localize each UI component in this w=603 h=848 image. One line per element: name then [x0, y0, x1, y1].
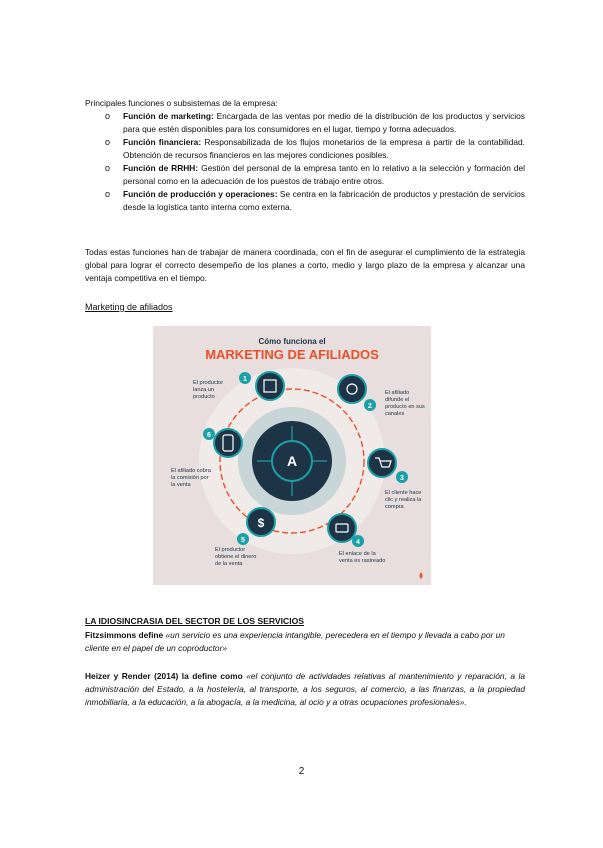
step-5-caption-line: El productor — [215, 547, 246, 553]
affiliate-marketing-heading: Marketing de afiliados — [85, 302, 173, 312]
page-number: 2 — [298, 766, 305, 777]
step-5-caption-line: de la venta — [215, 561, 243, 567]
step-2-caption-line: producto en sus — [385, 404, 425, 410]
function-text: Encargada de las ventas por medio de la distribución de los productos y servicios para que estén disponibles para los consumidores en el lugar, tiempo y forma adecuados. — [123, 111, 525, 134]
step-1-caption-line: El productor — [193, 380, 224, 386]
product-box-icon — [256, 372, 284, 400]
function-label: Función de marketing: — [123, 111, 214, 121]
step-1-caption-line: lanza un — [193, 387, 215, 393]
function-label: Función de producción y operaciones: — [123, 189, 278, 199]
step-2-caption-line: difunde el — [385, 397, 410, 403]
function-text: Responsabilizada de los flujos monetarios de la empresa a partir de la contabilidad. Obtención de recursos financieros en las mejores condiciones posibles. — [123, 137, 525, 160]
function-item — [105, 162, 525, 188]
step-1-caption-line: producto — [193, 394, 215, 400]
intro-line: Principales funciones o subsistemas de la empresa: — [85, 98, 278, 108]
function-label: Función de RRHH: — [123, 163, 199, 173]
bullet-icon: o — [105, 137, 111, 147]
step-number: 1 — [243, 376, 247, 383]
diagram-title-line1: Cómo funciona el — [258, 337, 326, 346]
affiliate-marketing-infographic — [153, 326, 431, 585]
step-3-caption-line: El cliente hace — [385, 490, 422, 496]
section-title: LA IDIOSINCRASIA DEL SECTOR DE LOS SERVICIOS — [85, 616, 305, 626]
step-2-caption-line: canales — [385, 411, 405, 417]
step-6-caption-line: El afiliado cobra — [171, 468, 211, 474]
share-icon — [338, 375, 366, 403]
bullet-icon: o — [105, 189, 111, 199]
step-number: 6 — [207, 432, 211, 439]
function-item — [105, 110, 525, 136]
step-3-caption-line: compra — [385, 504, 404, 510]
step-number: 4 — [356, 539, 360, 546]
function-text: Se centra en la fabricación de productos y prestación de servicios desde la logística tanto interna como externa. — [123, 189, 525, 212]
phone-commission-icon — [214, 429, 242, 457]
step-number: 3 — [400, 475, 404, 482]
tracking-icon — [328, 514, 356, 542]
functions-list — [105, 110, 525, 214]
heizer-author: Heizer y Render (2014) la define como — [85, 671, 243, 681]
step-3-caption-line: clic y realiza la — [385, 497, 422, 503]
step-6-caption-line: la comisión por — [171, 475, 209, 481]
fitzsimmons-author: Fitzsimmons define — [85, 630, 164, 640]
step-number: 2 — [368, 403, 372, 410]
heizer-definition — [85, 670, 525, 709]
step-number: 5 — [241, 537, 245, 544]
step-5-caption-line: obtiene el dinero — [215, 554, 257, 560]
center-letter: A — [286, 453, 298, 469]
function-label: Función financiera: — [123, 137, 202, 147]
bullet-icon: o — [105, 111, 111, 121]
step-4-caption-line: venta es rastreado — [339, 558, 386, 564]
cart-icon — [368, 449, 396, 477]
diagram-title-line2: MARKETING DE AFILIADOS — [205, 347, 379, 362]
heizer-quote: «el conjunto de actividades relativas al mantenimiento y reparación, a la administración del Estado, a la hostelería, al transporte, a los seguros, al comercio, a las finanzas, a la propiedad inmobiliaria, a la educación, a la abogacía, a la medicina, al ocio y a otras ocupaciones profesionales». — [85, 671, 525, 707]
step-4-caption-line: El enlace de la — [339, 551, 376, 557]
step-2-caption-line: El afiliado — [385, 390, 410, 396]
fitzsimmons-definition — [85, 629, 525, 655]
bullet-icon: o — [105, 163, 111, 173]
fitzsimmons-quote: «un servicio es una experiencia intangible, perecedera en el tiempo y llevada a cabo por un cliente en el papel de un coproductor» — [85, 630, 505, 653]
coordination-paragraph: Todas estas funciones han de trabajar de manera coordinada, con el fin de asegurar el cumplimiento de la estrategia global para lograr el correcto desempeño de los planes a corto, medio y largo plazo de la empresa y alcanzar una ventaja competitiva en el tiempo. — [85, 247, 525, 283]
function-item — [105, 188, 525, 214]
function-text: Gestión del personal de la empresa tanto en lo relativo a la selección y formación del personal como en la adecuación de los puestos de trabajo entre otros. — [123, 163, 526, 186]
dollar-glyph: $ — [257, 516, 265, 530]
function-item — [105, 136, 525, 162]
step-6-caption-line: la venta — [171, 482, 191, 488]
